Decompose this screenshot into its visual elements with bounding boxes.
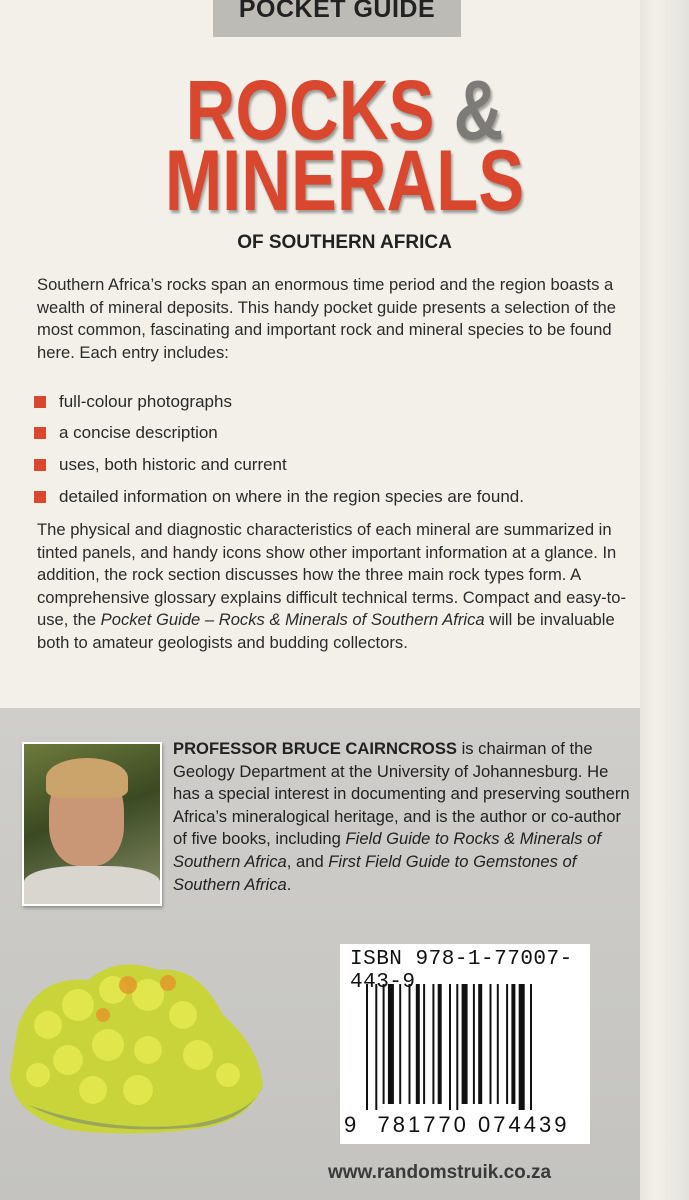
blurb-body [37,519,637,655]
bullet-square-icon [34,427,46,439]
series-label: POCKET GUIDE [238,0,436,23]
book-title-1: Field Guide to Rocks & Minerals of Southern Africa [173,829,601,871]
bullet-square-icon [34,459,46,471]
author-name: PROFESSOR BRUCE CAIRNCROSS [173,739,457,758]
title-subtitle: OF SOUTHERN AFRICA [237,232,452,253]
spine-edge [640,0,689,1200]
barcode-bar [462,984,468,1104]
barcode-bar [456,984,458,1110]
blurb-intro: Southern Africa’s rocks span an enormous time period and the region boasts a wealth of mineral deposits. This handy pocket guide presents a selection of the most common, fascinating and important rock and mineral species to be found here. Each entry includes: [37,275,616,362]
barcode-bar [506,984,508,1104]
barcode-bar [438,984,442,1104]
barcode-bar [519,984,525,1110]
barcode-digits-group2: 074439 [478,1112,570,1137]
title-rocks: ROCKS [185,63,435,157]
barcode-bar [478,984,482,1104]
feature-item [34,449,524,481]
barcode-label [340,944,590,1144]
feature-text: full-colour photographs [59,391,232,411]
barcode-digits-group1: 781770 [377,1112,469,1137]
barcode-digits [344,1112,569,1138]
barcode-bar [490,984,492,1104]
title-ampersand: & [453,63,504,157]
title-line-2: MINERALS [164,133,525,229]
barcode-bar [511,984,515,1104]
barcode-bar [423,984,425,1104]
barcode-bar [366,984,368,1110]
feature-item [34,386,524,418]
feature-text: a concise description [59,423,218,443]
feature-text: uses, both historic and current [59,454,287,474]
blurb-body-text: The physical and diagnostic characteristics of each mineral are summarized in tinted panels, and handy icons show other important information at a glance. In addition, the rock section discusses how the three main rock types form. A comprehensive glossary explains difficult technical terms. Compact and easy-to-use, the [37,520,627,630]
photo-shirt [24,866,160,906]
barcode-bar [388,984,394,1104]
series-banner [213,0,461,37]
barcode-bar [416,984,420,1104]
bio-text-2: , and [286,851,329,871]
barcode-bar [375,984,377,1110]
feature-item [34,481,524,513]
feature-item [34,418,524,450]
barcode-bar [409,984,411,1104]
blurb-body-text-end: will be invaluable both to amateur geologists and budding collectors. [37,610,615,652]
barcode-bar [497,984,499,1104]
publisher-url[interactable]: www.randomstruik.co.za [328,1162,552,1183]
bio-text: is chairman of the Geology Department at the University of Johannesburg. He has a special interest in documenting and preserving southern Africa’s mineralogical heritage, and is the author or co-author of five books, including [173,739,630,849]
bio-end: . [286,874,292,894]
isbn-text: ISBN 978-1-77007-443-9 [350,948,573,994]
feature-text: detailed information on where in the region species are found. [59,486,524,506]
barcode-bar [432,984,434,1104]
author-bio [173,738,638,896]
bullet-square-icon [34,396,46,408]
barcode-bar [449,984,451,1110]
bullet-square-icon [34,491,46,503]
barcode-bar [399,984,401,1104]
barcode-digit-first: 9 [344,1112,360,1137]
barcode-bar [530,984,532,1110]
photo-hair [46,758,128,798]
barcode-bar [383,984,385,1104]
mineral-specimen-image [8,955,266,1137]
barcode-bar [473,984,475,1104]
author-photo [22,742,162,906]
book-title-2: First Field Guide to Gemstones of Southern Africa [173,851,577,894]
book-title-italic: Pocket Guide – Rocks & Minerals of Southern Africa [100,610,485,630]
feature-list [34,386,524,512]
